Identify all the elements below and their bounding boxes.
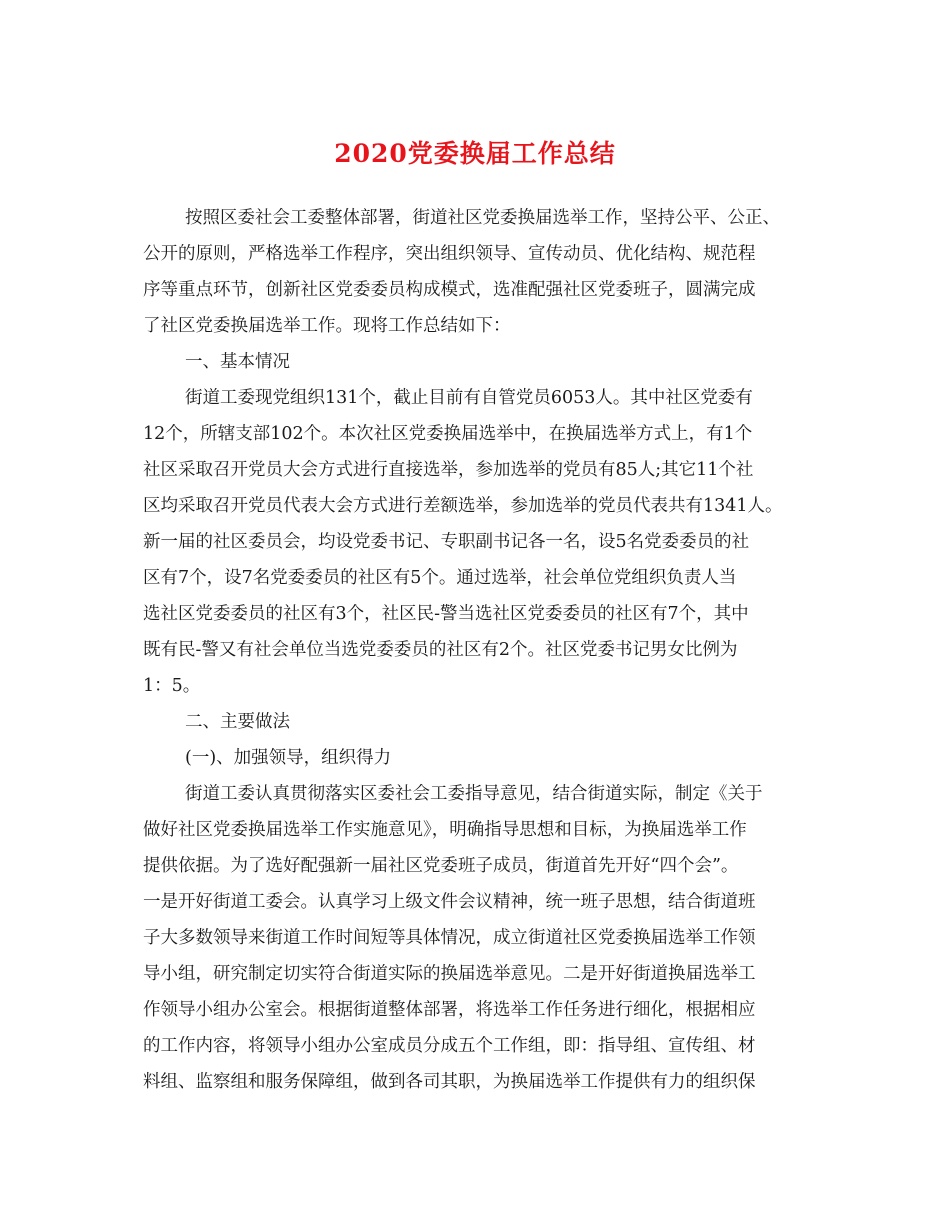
text-line: 了社区党委换届选举工作。现将工作总结如下： — [143, 316, 511, 336]
text-line: 社区采取召开党员大会方式进行直接选举，参加选举的党员有85人;其它11个社 — [143, 460, 754, 480]
text-line: 一是开好街道工委会。认真学习上级文件会议精神，统一班子思想，结合街道班 — [143, 892, 756, 912]
text-line: 料组、监察组和服务保障组，做到各司其职，为换届选举工作提供有力的组织保 — [143, 1072, 756, 1092]
text-line: 做好社区党委换届选举工作实施意见》，明确指导思想和目标，为换届选举工作 — [143, 820, 747, 840]
text-line: 按照区委社会工委整体部署，街道社区党委换届选举工作，坚持公平、公正、 — [185, 208, 780, 228]
text-line: 提供依据。为了选好配强新一届社区党委班子成员，街道首先开好“四个会”。 — [143, 856, 739, 876]
text-line: 一、基本情况 — [185, 352, 290, 372]
text-line: 1：5。 — [143, 676, 201, 696]
text-line: 12个，所辖支部102个。本次社区党委换届选举中，在换届选举方式上，有1个 — [143, 424, 753, 444]
text-line: (一)、加强领导，组织得力 — [185, 748, 392, 768]
text-line: 公开的原则，严格选举工作程序，突出组织领导、宣传动员、优化结构、规范程 — [143, 244, 756, 264]
text-line: 二、主要做法 — [185, 712, 290, 732]
text-line: 既有民-警又有社会单位当选党委委员的社区有2个。社区党委书记男女比例为 — [143, 640, 738, 660]
text-line: 序等重点环节，创新社区党委委员构成模式，选准配强社区党委班子，圆满完成 — [143, 280, 756, 300]
text-line: 街道工委现党组织131个，截止目前有自管党员6053人。其中社区党委有 — [185, 388, 753, 408]
text-line: 导小组，研究制定切实符合街道实际的换届选举意见。二是开好街道换届选举工 — [143, 964, 756, 984]
text-line: 区均采取召开党员代表大会方式进行差额选举，参加选举的党员代表共有1341人。 — [143, 496, 783, 516]
document-title: 2020党委换届工作总结 — [334, 139, 616, 168]
text-line: 区有7个，设7名党委委员的社区有5个。通过选举，社会单位党组织负责人当 — [143, 568, 737, 588]
text-line: 子大多数领导来街道工作时间短等具体情况，成立街道社区党委换届选举工作领 — [143, 928, 756, 948]
text-line: 作领导小组办公室会。根据街道整体部署，将选举工作任务进行细化，根据相应 — [143, 1000, 756, 1020]
text-line: 的工作内容，将领导小组办公室成员分成五个工作组，即：指导组、宣传组、材 — [143, 1036, 756, 1056]
text-line: 选社区党委委员的社区有3个，社区民-警当选社区党委委员的社区有7个，其中 — [143, 604, 749, 624]
document-body — [143, 200, 823, 1100]
text-line: 街道工委认真贯彻落实区委社会工委指导意见，结合街道实际，制定《关于 — [185, 784, 763, 804]
text-line: 新一届的社区委员会，均设党委书记、专职副书记各一名，设5名党委委员的社 — [143, 532, 750, 552]
